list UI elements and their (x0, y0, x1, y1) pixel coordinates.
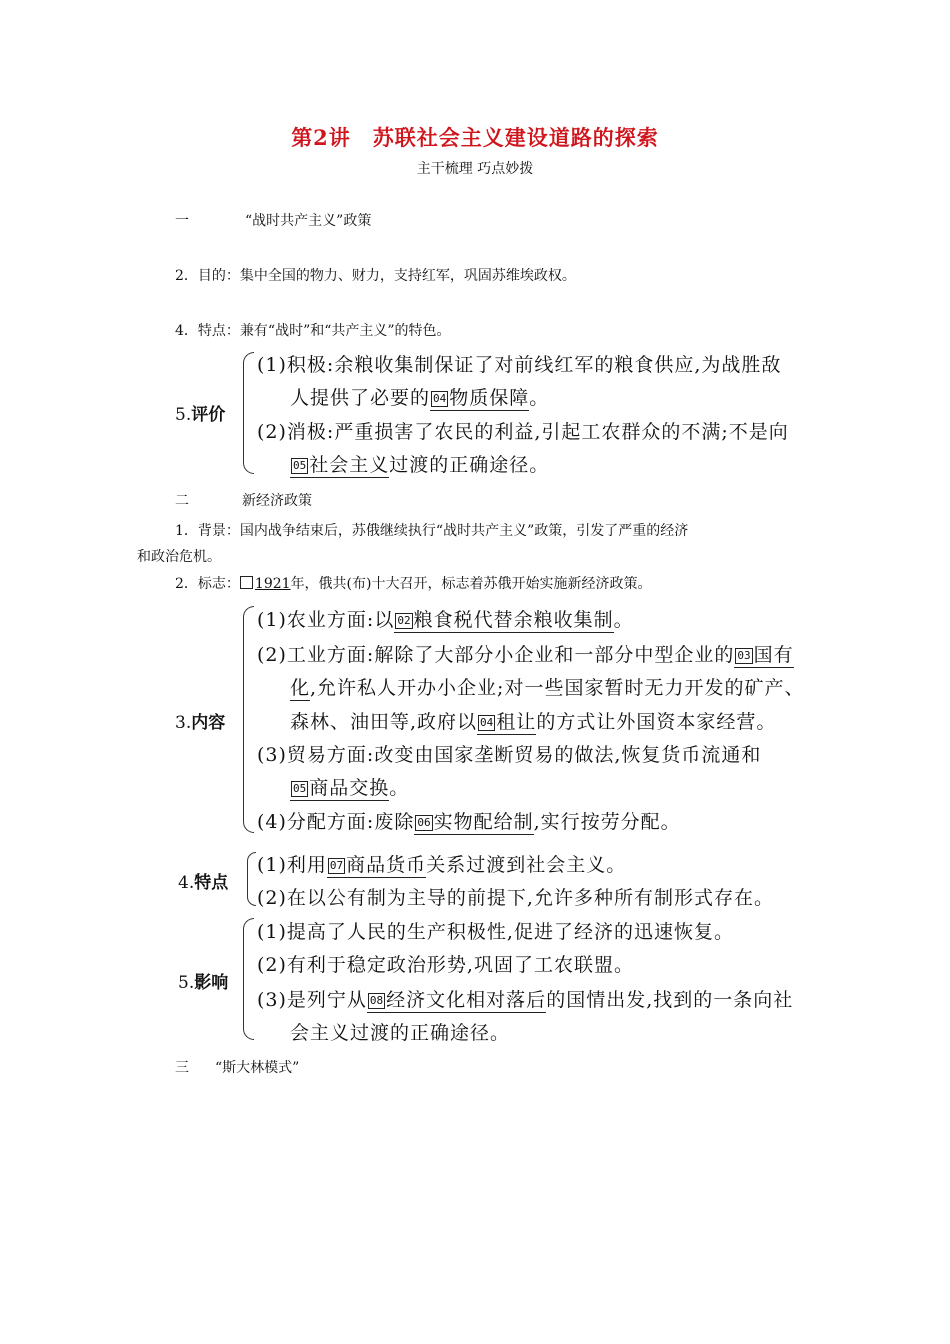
answer-number: 07 (329, 859, 344, 872)
feature-label-number: 4. (178, 873, 195, 893)
content-industry-line-1 (257, 640, 794, 667)
impact-item-2: (2)有利于稳定政治形势,巩固了工农联盟。 (257, 954, 634, 976)
answer-blank-05 (290, 777, 389, 801)
text: 。 (389, 777, 410, 799)
section-2-heading: 新经济政策 (242, 493, 312, 509)
content-label-number: 3. (175, 713, 192, 733)
section-2-marker (175, 573, 652, 593)
content-industry-line-2 (290, 673, 804, 700)
answer-blank-02 (394, 609, 613, 633)
evaluation-label-number: 5. (175, 405, 192, 425)
text: (1)利用 (257, 854, 327, 876)
text: (3)是列宁从 (257, 989, 367, 1011)
evaluation-negative-line-1: (2)消极:严重损害了农民的利益,引起工农群众的不满;不是向 (257, 421, 789, 443)
evaluation-brace (243, 352, 254, 474)
answer-text: 实物配给制 (433, 811, 534, 833)
answer-number: 03 (737, 649, 751, 662)
answer-text: 物质保障 (449, 387, 530, 409)
answer-number: 04 (480, 716, 494, 729)
feature-item-2: (2)在以公有制为主导的前提下,允许多种所有制形式存在。 (257, 887, 774, 909)
text: 的国情出发,找到的一条向社 (546, 989, 794, 1011)
answer-number: 06 (417, 816, 431, 829)
text: 的方式让外国资本家经营。 (536, 711, 777, 733)
answer-blank-06 (414, 811, 533, 835)
feature-item-1 (257, 850, 626, 877)
answer-continuation: 化 (290, 677, 311, 699)
section-1-number: 一 (175, 213, 189, 229)
answer-blank-04 (430, 387, 529, 411)
text: 2．标志： (175, 576, 240, 592)
impact-label (178, 968, 228, 993)
section-2-number: 二 (175, 493, 189, 509)
evaluation-negative-line-2 (290, 450, 549, 477)
feature-label-text: 特点 (194, 873, 229, 893)
evaluation-positive-line-2 (290, 383, 549, 410)
answer-blank-04 (477, 711, 536, 735)
impact-label-text: 影响 (194, 973, 229, 993)
answer-blank-07 (327, 854, 426, 878)
text: 过渡的正确途径。 (389, 454, 550, 476)
answer-text: 国有 (753, 644, 794, 666)
feature-brace (247, 852, 256, 906)
text: (4)分配方面:废除 (257, 811, 415, 833)
page-subtitle: 主干梳理 巧点妙拨 (416, 161, 534, 177)
text: 。 (613, 609, 634, 631)
content-trade-line-1: (3)贸易方面:改变由国家垄断贸易的做法,恢复货币流通和 (257, 744, 762, 766)
section-1-feature: 4．特点：兼有“战时”和“共产主义”的特色。 (175, 323, 451, 339)
answer-text: 商品货币 (346, 854, 427, 876)
checkbox-square-icon (240, 576, 253, 589)
impact-item-1: (1)提高了人民的生产积极性,促进了经济的迅速恢复。 (257, 921, 734, 943)
evaluation-label-text: 评价 (191, 405, 226, 425)
text: 人提供了必要的 (290, 387, 431, 409)
answer-number: 02 (397, 614, 411, 627)
answer-number: 05 (293, 782, 307, 795)
text: 关系过渡到社会主义。 (426, 854, 627, 876)
content-trade-line-2 (290, 773, 409, 800)
answer-blank-05 (290, 454, 389, 478)
answer-number: 05 (293, 459, 307, 472)
text: (2)工业方面:解除了大部分小企业和一部分中型企业的 (257, 644, 735, 666)
section-3-heading: “斯大林模式” (215, 1060, 300, 1076)
impact-item-3-line-2: 会主义过渡的正确途径。 (290, 1022, 511, 1044)
answer-text: 经济文化相对落后 (386, 989, 547, 1011)
content-agriculture (257, 605, 634, 632)
answer-number: 04 (433, 392, 447, 405)
content-label-text: 内容 (191, 713, 226, 733)
section-1-heading: “战时共产主义”政策 (245, 213, 372, 229)
evaluation-positive-line-1: (1)积极:余粮收集制保证了对前线红军的粮食供应,为战胜敌 (257, 354, 782, 376)
text: 森林、油田等,政府以 (290, 711, 478, 733)
text: ,实行按劳分配。 (533, 811, 681, 833)
text: 年，俄共(布)十大召开，标志着苏俄开始实施新经济政策。 (290, 576, 652, 592)
answer-blank-03 (734, 644, 793, 668)
section-2-background-line-1: 1．背景：国内战争结束后，苏俄继续执行“战时共产主义”政策，引发了严重的经济 (175, 523, 689, 539)
answer-text: 商品交换 (309, 777, 390, 799)
content-industry-line-3 (290, 707, 776, 734)
page-title: 第2讲 苏联社会主义建设道路的探索 (291, 125, 659, 150)
impact-brace (243, 918, 254, 1040)
answer-blank-08 (367, 989, 546, 1013)
answer-number: 08 (369, 994, 384, 1007)
year-answer: 1921 (254, 576, 291, 592)
impact-label-number: 5. (178, 973, 195, 993)
feature-label (178, 868, 228, 893)
content-brace (243, 606, 254, 833)
section-1-purpose: 2．目的：集中全国的物力、财力，支持红军，巩固苏维埃政权。 (175, 268, 576, 284)
answer-text: 社会主义 (309, 454, 390, 476)
impact-item-3-line-1 (257, 985, 793, 1012)
text: (1)农业方面:以 (257, 609, 395, 631)
text: 。 (529, 387, 550, 409)
section-3-number: 三 (175, 1060, 189, 1076)
answer-text: 粮食税代替余粮收集制 (413, 609, 614, 631)
text: ,允许私人开办小企业;对一些国家暂时无力开发的矿产、 (310, 677, 805, 699)
answer-text: 租让 (496, 711, 537, 733)
content-label (175, 708, 225, 733)
evaluation-label (175, 400, 225, 425)
content-distribution (257, 807, 681, 834)
section-2-background-line-2: 和政治危机。 (137, 549, 221, 565)
